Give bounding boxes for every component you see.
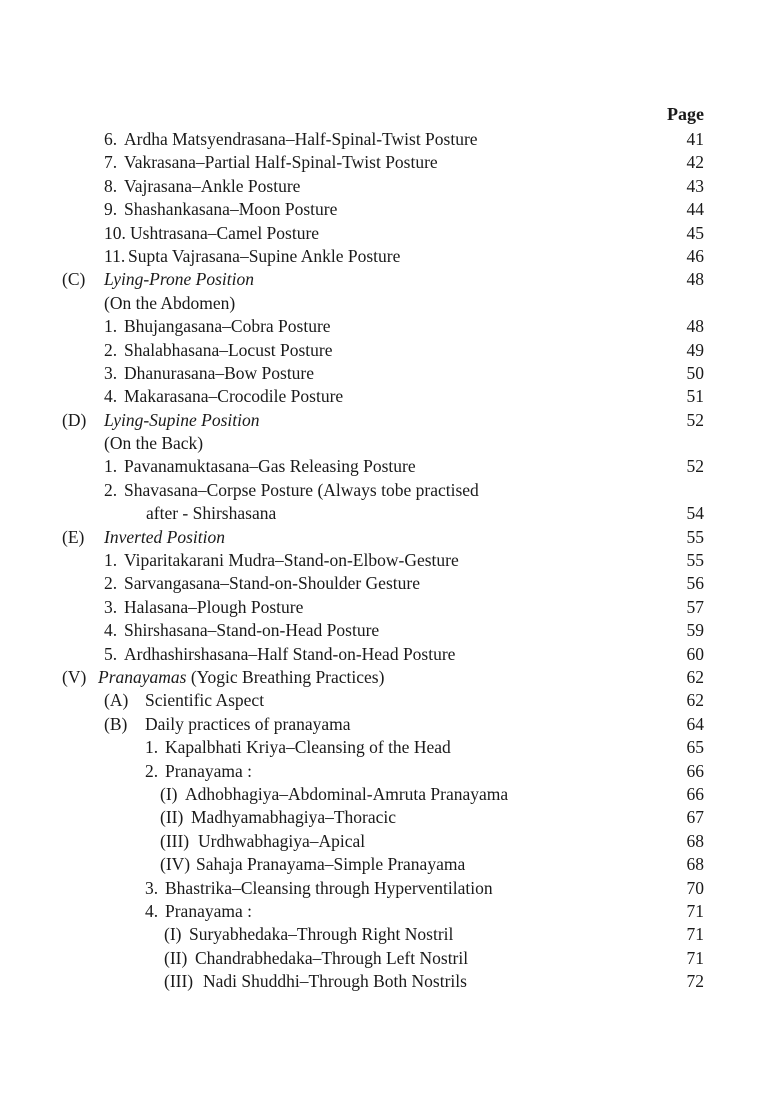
entry-number: 9. [104,199,118,220]
entry-page: 46 [686,245,704,266]
entry-title: Madhyamabhagiya–Thoracic [191,807,397,828]
toc-entry [0,479,780,502]
toc-entry [0,619,780,642]
entry-title: Ushtrasana–Camel Posture [130,222,320,243]
entry-number: 2. [104,573,118,594]
entry-title: Bhujangasana–Cobra Posture [124,316,331,337]
toc-entry [0,268,780,291]
entry-number: (I) [164,924,182,945]
entry-number: 11. [104,245,126,266]
toc-entry [0,292,780,315]
toc-entry [0,760,780,783]
entry-title: Sarvangasana–Stand-on-Shoulder Gesture [124,573,420,594]
entry-title: Urdhwabhagiya–Apical [198,830,366,851]
entry-title: Viparitakarani Mudra–Stand-on-Elbow-Gesture [124,550,459,571]
entry-number: 1. [104,550,118,571]
entry-page: 55 [686,526,704,547]
entry-title: (On the Back) [104,433,204,454]
entry-number: (C) [62,269,86,290]
toc-entry [0,923,780,946]
toc-entry [0,245,780,268]
toc-entry [0,385,780,408]
entry-page: 62 [686,690,704,711]
entry-title: Bhastrika–Cleansing through Hyperventilation [165,877,493,898]
toc-entry [0,643,780,666]
entry-page: 54 [686,503,704,524]
entry-title: after - Shirshasana [146,503,277,524]
entry-page: 56 [686,573,704,594]
toc-entry [0,877,780,900]
toc-entry [0,409,780,432]
entry-page: 67 [686,807,704,828]
entry-page: 48 [686,316,704,337]
entry-page: 50 [686,362,704,383]
toc-entry [0,502,780,525]
entry-number: 4. [104,386,118,407]
entry-number: 2. [145,760,159,781]
entry-number: 4. [104,620,118,641]
entry-number: 8. [104,175,118,196]
entry-title: Ardha Matsyendrasana–Half-Spinal-Twist Posture [124,129,478,149]
toc-entry [0,736,780,759]
entry-title: Vakrasana–Partial Half-Spinal-Twist Posture [124,152,438,173]
entry-page: 57 [686,596,704,617]
entry-page: 41 [686,129,704,149]
entry-number: 6. [104,129,118,149]
toc-entry [0,596,780,619]
entry-number: 4. [145,900,159,921]
toc-entry [0,339,780,362]
entry-page: 70 [686,877,704,898]
entry-title: Sahaja Pranayama–Simple Pranayama [196,854,466,875]
toc-entry [0,806,780,829]
entry-number: 5. [104,643,118,664]
entry-title: Lying-Prone Position [104,269,254,290]
entry-page: 72 [686,971,704,992]
entry-title: Halasana–Plough Posture [124,596,304,617]
entry-number: (IV) [160,854,191,875]
entry-title: Pranayama : [165,900,252,921]
entry-number: 3. [104,362,118,383]
entry-title: Shashankasana–Moon Posture [124,199,338,220]
toc-entry [0,432,780,455]
entry-title: Scientific Aspect [145,690,265,711]
entry-number: 3. [104,596,118,617]
toc-entry [0,689,780,712]
entry-page: 49 [686,339,704,360]
page-column-header: Page [667,104,704,124]
entry-title: Ardhashirshasana–Half Stand-on-Head Posture [124,643,456,664]
entry-number: (III) [160,830,190,851]
entry-number: 1. [145,737,159,758]
toc-entry [0,198,780,221]
entry-number: 1. [104,456,118,477]
entry-number: (A) [104,690,129,711]
entry-page: 71 [686,947,704,968]
toc-entry [0,526,780,549]
entry-page: 66 [686,760,704,781]
entry-page: 64 [686,713,704,734]
entry-page: 43 [686,175,704,196]
entry-number: 2. [104,339,118,360]
entry-title: Dhanurasana–Bow Posture [124,362,315,383]
entry-number: 1. [104,316,118,337]
entry-number: (B) [104,713,128,734]
toc-entry [0,315,780,338]
toc-list [0,128,780,993]
entry-number: 10. [104,222,126,243]
entry-page: 60 [686,643,704,664]
entry-title-extra: (Yogic Breathing Practices) [186,666,385,687]
entry-page: 51 [686,386,704,407]
toc-entry [0,783,780,806]
entry-page: 65 [686,737,704,758]
entry-page: 68 [686,854,704,875]
entry-number: (III) [164,971,194,992]
entry-title: (On the Abdomen) [104,292,236,313]
entry-page: 52 [686,409,704,430]
entry-page: 45 [686,222,704,243]
entry-page: 68 [686,830,704,851]
entry-page: 59 [686,620,704,641]
entry-title: Suryabhedaka–Through Right Nostril [189,924,454,945]
entry-title: Nadi Shuddhi–Through Both Nostrils [203,971,467,992]
toc-entry [0,900,780,923]
entry-title: Chandrabhedaka–Through Left Nostril [195,947,469,968]
entry-title: Pranayama : [165,760,252,781]
entry-title: Inverted Position [104,526,226,547]
entry-title: Adhobhagiya–Abdominal-Amruta Pranayama [185,783,509,804]
entry-page: 44 [686,199,704,220]
entry-number: (II) [160,807,184,828]
entry-number: 3. [145,877,159,898]
toc-entry [0,830,780,853]
entry-page: 71 [686,900,704,921]
toc-entry [0,666,780,689]
entry-title: Lying-Supine Position [104,409,260,430]
entry-page: 42 [686,152,704,173]
toc-entry [0,713,780,736]
entry-page: 71 [686,924,704,945]
entry-page: 62 [686,666,704,687]
entry-number: (V) [62,666,87,687]
entry-title: Shirshasana–Stand-on-Head Posture [124,620,380,641]
toc-entry [0,947,780,970]
entry-title: Daily practices of pranayama [145,713,351,734]
entry-title: Pavanamuktasana–Gas Releasing Posture [124,456,416,477]
toc-entry [0,128,780,151]
toc-entry [0,572,780,595]
toc-entry [0,222,780,245]
entry-title-group [98,666,384,689]
entry-page: 55 [686,550,704,571]
entry-number: (I) [160,783,178,804]
entry-number: 7. [104,152,118,173]
entry-title: Pranayamas [98,666,187,687]
entry-title: Kapalbhati Kriya–Cleansing of the Head [165,737,451,758]
entry-number: (E) [62,526,85,547]
entry-number: (D) [62,409,87,430]
entry-page: 66 [686,783,704,804]
toc-entry [0,362,780,385]
toc-entry [0,175,780,198]
entry-title: Makarasana–Crocodile Posture [124,386,344,407]
toc-entry [0,151,780,174]
entry-page: 52 [686,456,704,477]
entry-title: Vajrasana–Ankle Posture [124,175,301,196]
entry-title: Supta Vajrasana–Supine Ankle Posture [128,245,401,266]
entry-number: (II) [164,947,188,968]
entry-title: Shavasana–Corpse Posture (Always tobe practised [124,479,479,500]
entry-number: 2. [104,479,118,500]
toc-entry [0,853,780,876]
toc-entry [0,455,780,478]
toc-entry [0,970,780,993]
entry-page: 48 [686,269,704,290]
entry-title: Shalabhasana–Locust Posture [124,339,333,360]
toc-entry [0,549,780,572]
